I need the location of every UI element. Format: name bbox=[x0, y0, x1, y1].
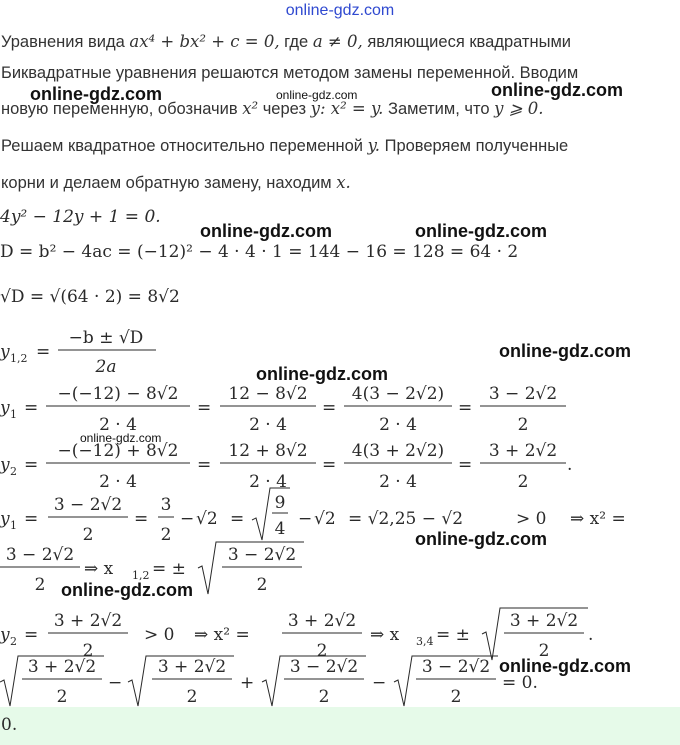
sum-d4: 2 bbox=[450, 687, 462, 707]
y1c-eq2: = bbox=[134, 509, 149, 529]
intro-line1-formula: ax⁴ + bx² + c = 0, bbox=[129, 32, 280, 51]
watermark-5: online-gdz.com bbox=[415, 221, 547, 241]
x12-rd: 2 bbox=[256, 575, 268, 595]
watermark-4: online-gdz.com bbox=[200, 221, 332, 241]
intro-line3-via: через bbox=[262, 100, 307, 118]
y2c-sub: 2 bbox=[10, 635, 17, 648]
y1-label: y bbox=[0, 398, 10, 418]
sum-n2: 3 + 2√2 bbox=[157, 657, 227, 677]
y1-sub: 1 bbox=[10, 408, 17, 421]
y2c-gt0: > 0 bbox=[144, 625, 175, 645]
y1-eq3: = bbox=[322, 398, 337, 418]
intro-line-2: Биквадратные уравнения решаются методом замены переменной. Вводим bbox=[1, 64, 579, 82]
y2-n3: 4(3 + 2√2) bbox=[351, 441, 445, 461]
watermark-6: online-gdz.com bbox=[499, 341, 631, 361]
y2-n2: 12 + 8√2 bbox=[228, 441, 308, 461]
sum-n1: 3 + 2√2 bbox=[27, 657, 97, 677]
watermark-9: online-gdz.com bbox=[415, 529, 547, 549]
y2-eq2: = bbox=[197, 455, 212, 475]
y1-n1: −(−12) − 8√2 bbox=[57, 384, 179, 404]
watermark-11: online-gdz.com bbox=[499, 656, 631, 676]
y1-eq1: = bbox=[24, 398, 39, 418]
y1-d3: 2 · 4 bbox=[379, 415, 417, 435]
sum-eq0: = 0. bbox=[502, 673, 538, 693]
intro-line1-where: где bbox=[284, 33, 309, 51]
y1c-eq3: = bbox=[230, 509, 245, 529]
sum-d2: 2 bbox=[186, 687, 198, 707]
x34-implies: ⇒ x bbox=[370, 625, 400, 645]
sum-op2: + bbox=[240, 673, 255, 693]
y2-n1: −(−12) + 8√2 bbox=[57, 441, 179, 461]
y2-eq4: = bbox=[458, 455, 473, 475]
eq-roots-formula bbox=[0, 328, 156, 377]
intro-line4-var: y. bbox=[367, 136, 380, 155]
y1c-gt0: > 0 bbox=[516, 509, 547, 529]
watermark-8: online-gdz.com bbox=[80, 431, 162, 445]
y2c-n: 3 + 2√2 bbox=[53, 611, 123, 631]
y1c-n: 3 − 2√2 bbox=[53, 495, 123, 515]
y2c-n2: 3 + 2√2 bbox=[287, 611, 357, 631]
watermark-10: online-gdz.com bbox=[61, 580, 193, 600]
y1c-sub: 1 bbox=[10, 519, 17, 532]
y1c-rest: = √2,25 − √2 bbox=[348, 509, 464, 529]
x12-sub: 1,2 bbox=[132, 569, 150, 582]
y1c-sqrt2: √2 bbox=[196, 509, 218, 529]
watermark-2: online-gdz.com bbox=[276, 88, 358, 102]
watermark-top: online-gdz.com bbox=[285, 2, 395, 19]
y2-sub: 2 bbox=[10, 465, 17, 478]
y2c-x2: ⇒ x² = bbox=[194, 625, 250, 645]
intro-line4-prefix: Решаем квадратное относительно переменной bbox=[1, 137, 364, 155]
y2-d3: 2 · 4 bbox=[379, 472, 417, 492]
intro-line1-suffix: являющиеся квадратными bbox=[367, 33, 572, 51]
intro-line3-x2: x² bbox=[242, 99, 259, 118]
y2c-label: y bbox=[0, 625, 10, 645]
intro-line5-prefix: корни и делаем обратную замену, находим bbox=[1, 174, 332, 192]
intro-line3-note: Заметим, что bbox=[387, 100, 490, 118]
x12-rn: 3 − 2√2 bbox=[227, 545, 297, 565]
x34-pm: = ± bbox=[436, 625, 470, 645]
y2-dot: . bbox=[567, 455, 573, 475]
watermark-3: online-gdz.com bbox=[491, 80, 623, 100]
intro-line4-suffix: Проверяем полученные bbox=[384, 137, 569, 155]
sum-d1: 2 bbox=[56, 687, 68, 707]
y2c-eq: = bbox=[24, 625, 39, 645]
y1c-eq1: = bbox=[24, 509, 39, 529]
y1c-four: 4 bbox=[274, 519, 286, 539]
intro-line3-sub: y: x² = y. bbox=[310, 99, 384, 118]
answer-value: 0. bbox=[1, 715, 18, 735]
y2-d1: 2 · 4 bbox=[99, 472, 137, 492]
y1-eq4: = bbox=[458, 398, 473, 418]
y2-d4: 2 bbox=[517, 472, 529, 492]
x12-d: 2 bbox=[34, 575, 46, 595]
y2-n4: 3 + 2√2 bbox=[488, 441, 558, 461]
answer-box bbox=[0, 707, 680, 745]
y1-d4: 2 bbox=[517, 415, 529, 435]
y1-eq2: = bbox=[197, 398, 212, 418]
y1-n2: 12 − 8√2 bbox=[228, 384, 308, 404]
sum-op1: − bbox=[108, 673, 123, 693]
x34-sub: 3,4 bbox=[416, 635, 434, 648]
y2-eq3: = bbox=[322, 455, 337, 475]
y2c-d: 2 bbox=[82, 641, 94, 661]
sum-n3: 3 − 2√2 bbox=[289, 657, 359, 677]
watermark-1: online-gdz.com bbox=[30, 84, 162, 104]
intro-line3-prefix: новую переменную, обозначив bbox=[1, 100, 238, 118]
eq-y1-chain bbox=[0, 384, 566, 435]
x12-n: 3 − 2√2 bbox=[5, 545, 75, 565]
y2c-d2: 2 bbox=[316, 641, 328, 661]
y1-d1: 2 · 4 bbox=[99, 415, 137, 435]
x12-implies: ⇒ x bbox=[84, 559, 114, 579]
sum-op3: − bbox=[372, 673, 387, 693]
sum-d3: 2 bbox=[318, 687, 330, 707]
y1c-sqrt2b: √2 bbox=[314, 509, 336, 529]
y2-d2: 2 · 4 bbox=[249, 472, 287, 492]
y12-den: 2a bbox=[95, 357, 117, 377]
y1c-label: y bbox=[0, 509, 10, 529]
y1-d2: 2 · 4 bbox=[249, 415, 287, 435]
y1c-nine: 9 bbox=[274, 493, 286, 513]
watermark-7: online-gdz.com bbox=[256, 364, 388, 384]
y1c-x2: ⇒ x² = bbox=[570, 509, 626, 529]
y2-label: y bbox=[0, 455, 10, 475]
y1-n3: 4(3 − 2√2) bbox=[351, 384, 445, 404]
eq-discriminant: D = b² − 4ac = (−12)² − 4 · 4 · 1 = 144 − 16 = 128 = 64 · 2 bbox=[0, 242, 519, 262]
intro-line5-var: x. bbox=[336, 173, 351, 192]
eq-x34 bbox=[0, 608, 593, 661]
sum-n4: 3 − 2√2 bbox=[421, 657, 491, 677]
eq-y2-chain bbox=[0, 441, 572, 492]
x34-dot: . bbox=[588, 625, 594, 645]
y1c-d: 2 bbox=[82, 525, 94, 545]
y12-eq: = bbox=[36, 342, 51, 362]
y1c-minus: − bbox=[180, 509, 195, 529]
eq-sum-roots bbox=[0, 656, 538, 707]
y2-eq1: = bbox=[24, 455, 39, 475]
intro-line1-cond: a ≠ 0, bbox=[312, 32, 363, 51]
x12-pm: = ± bbox=[152, 559, 186, 579]
y12-label: y bbox=[0, 342, 10, 362]
eq-quadratic: 4y² − 12y + 1 = 0. bbox=[0, 207, 161, 227]
y1c-minus2: − bbox=[298, 509, 313, 529]
y12-sub: 1,2 bbox=[10, 352, 28, 365]
x34-rd: 2 bbox=[538, 641, 550, 661]
y1-n4: 3 − 2√2 bbox=[488, 384, 558, 404]
y1c-two: 2 bbox=[160, 525, 172, 545]
y1c-three: 3 bbox=[160, 495, 172, 515]
x34-rn: 3 + 2√2 bbox=[509, 611, 579, 631]
intro-line1-prefix: Уравнения вида bbox=[1, 33, 125, 51]
y12-num: −b ± √D bbox=[68, 328, 144, 348]
intro-line3-cond: y ⩾ 0. bbox=[494, 99, 544, 118]
eq-sqrt-d: √D = √(64 · 2) = 8√2 bbox=[0, 287, 180, 307]
